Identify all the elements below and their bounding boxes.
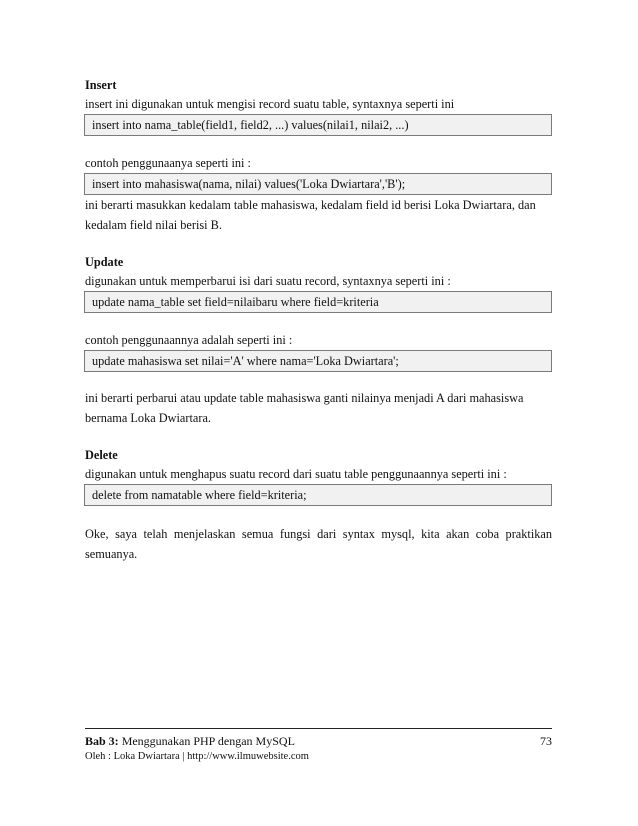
update-example-code-box: update mahasiswa set nilai='A' where nama='Loka Dwiartara';	[84, 350, 552, 372]
delete-heading: Delete	[85, 448, 118, 462]
update-example-intro: contoh penggunaannya adalah seperti ini :	[85, 333, 293, 347]
insert-syntax-box: insert into nama_table(field1, field2, ...) values(nilai1, nilai2, ...)	[84, 114, 552, 136]
update-explanation: ini berarti perbarui atau update table mahasiswa ganti nilainya menjadi A dari mahasiswa bernama Loka Dwiartara.	[85, 391, 524, 425]
insert-explanation: ini berarti masukkan kedalam table mahasiswa, kedalam field id berisi Loka Dwiartara, dan kedalam field nilai berisi B.	[85, 198, 536, 232]
update-intro: digunakan untuk memperbarui isi dari suatu record, syntaxnya seperti ini :	[85, 274, 451, 288]
insert-example-intro: contoh penggunaanya seperti ini :	[85, 156, 251, 170]
page-number: 73	[540, 734, 552, 748]
delete-syntax-box: delete from namatable where field=kriteria;	[84, 484, 552, 506]
insert-heading: Insert	[85, 78, 117, 92]
footer-chapter-label: Bab 3:	[85, 734, 119, 748]
closing-paragraph: Oke, saya telah menjelaskan semua fungsi dari syntax mysql, kita akan coba praktikan semuanya.	[85, 527, 552, 561]
footer-chapter-title: Menggunakan PHP dengan MySQL	[118, 734, 295, 748]
update-syntax-box: update nama_table set field=nilaibaru where field=kriteria	[84, 291, 552, 313]
insert-intro: insert ini digunakan untuk mengisi record suatu table, syntaxnya seperti ini	[85, 97, 455, 111]
page-footer	[85, 728, 552, 762]
footer-author-line: Oleh : Loka Dwiartara | http://www.ilmuwebsite.com	[85, 751, 309, 762]
update-heading: Update	[85, 255, 124, 269]
delete-intro: digunakan untuk menghapus suatu record dari suatu table penggunaannya seperti ini :	[85, 467, 507, 481]
footer-chapter	[85, 734, 295, 749]
insert-example-code-box: insert into mahasiswa(nama, nilai) values('Loka Dwiartara','B');	[84, 173, 552, 195]
page-body	[85, 76, 552, 564]
